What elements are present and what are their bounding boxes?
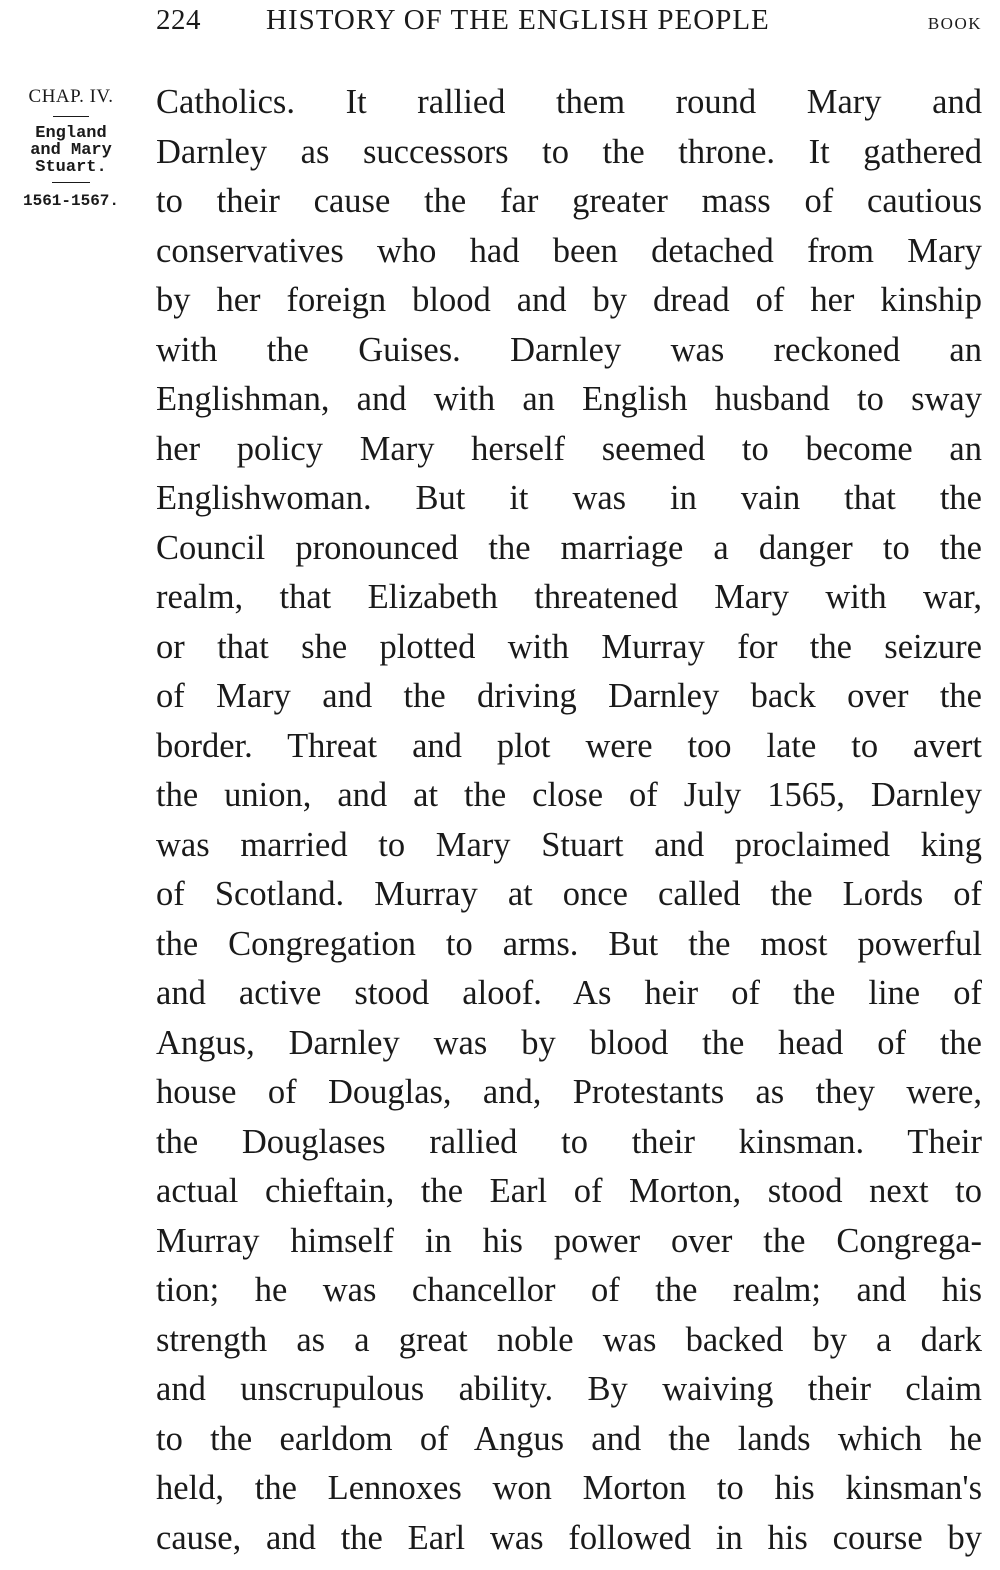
- text-line: Catholics. It rallied them round Mary and: [156, 83, 982, 121]
- page-number: 224: [156, 4, 201, 36]
- chapter-label: CHAP. IV.: [28, 86, 114, 107]
- margin-topic-line: and Mary: [30, 141, 112, 160]
- text-line: her policy Mary herself seemed to become an: [156, 429, 982, 468]
- text-line: the union, and at the close of July 1565, Darnley: [156, 776, 982, 814]
- running-header: [156, 4, 982, 44]
- margin-topic: [6, 125, 136, 176]
- text-line: was married to Mary Stuart and proclaimed king: [156, 825, 982, 864]
- text-line: realm, that Elizabeth threatened Mary with war,: [156, 578, 982, 616]
- margin-divider: [53, 116, 89, 117]
- text-line: of Scotland. Murray at once called the Lords of: [156, 875, 982, 913]
- text-line: of Mary and the driving Darnley back over the: [156, 677, 982, 715]
- text-line: Darnley as successors to the throne. It gathered: [156, 132, 982, 171]
- text-line: Murray himself in his power over the Congrega-: [156, 1221, 982, 1260]
- margin-topic-line: Stuart.: [35, 158, 107, 177]
- text-line: the Douglases rallied to their kinsman. Their: [156, 1122, 982, 1161]
- text-line: by her foreign blood and by dread of her kinship: [156, 281, 982, 319]
- text-line: Englishman, and with an English husband to sway: [156, 380, 982, 418]
- text-line: with the Guises. Darnley was reckoned an: [156, 330, 982, 369]
- body-text: [156, 78, 982, 1563]
- text-line: conservatives who had been detached from Mary: [156, 231, 982, 270]
- text-line: strength as a great noble was backed by a dark: [156, 1320, 982, 1359]
- text-line: and unscrupulous ability. By waiving their claim: [156, 1370, 982, 1408]
- running-title: HISTORY OF THE ENGLISH PEOPLE: [266, 4, 770, 36]
- text-line: Council pronounced the marriage a danger to the: [156, 528, 982, 567]
- text-line: tion; he was chancellor of the realm; and his: [156, 1271, 982, 1309]
- text-line: held, the Lennoxes won Morton to his kinsman's: [156, 1469, 982, 1507]
- margin-topic-line: England: [35, 124, 107, 143]
- text-line: to their cause the far greater mass of cautious: [156, 182, 982, 220]
- text-line: Angus, Darnley was by blood the head of the: [156, 1023, 982, 1062]
- text-line: actual chieftain, the Earl of Morton, stood next to: [156, 1172, 982, 1210]
- margin-divider: [52, 182, 90, 183]
- text-line: to the earldom of Angus and the lands which he: [156, 1419, 982, 1458]
- text-line: border. Threat and plot were too late to avert: [156, 726, 982, 765]
- text-line: Englishwoman. But it was in vain that the: [156, 479, 982, 517]
- text-line: house of Douglas, and, Protestants as they were,: [156, 1073, 982, 1111]
- text-line: cause, and the Earl was followed in his course by: [156, 1518, 982, 1557]
- margin-dates: 1561-1567.: [22, 192, 119, 210]
- text-line: and active stood aloof. As heir of the line of: [156, 974, 982, 1012]
- book-label: BOOK: [927, 14, 982, 33]
- margin-notes: [6, 86, 136, 211]
- text-line: the Congregation to arms. But the most powerful: [156, 924, 982, 963]
- text-line: or that she plotted with Murray for the seizure: [156, 627, 982, 666]
